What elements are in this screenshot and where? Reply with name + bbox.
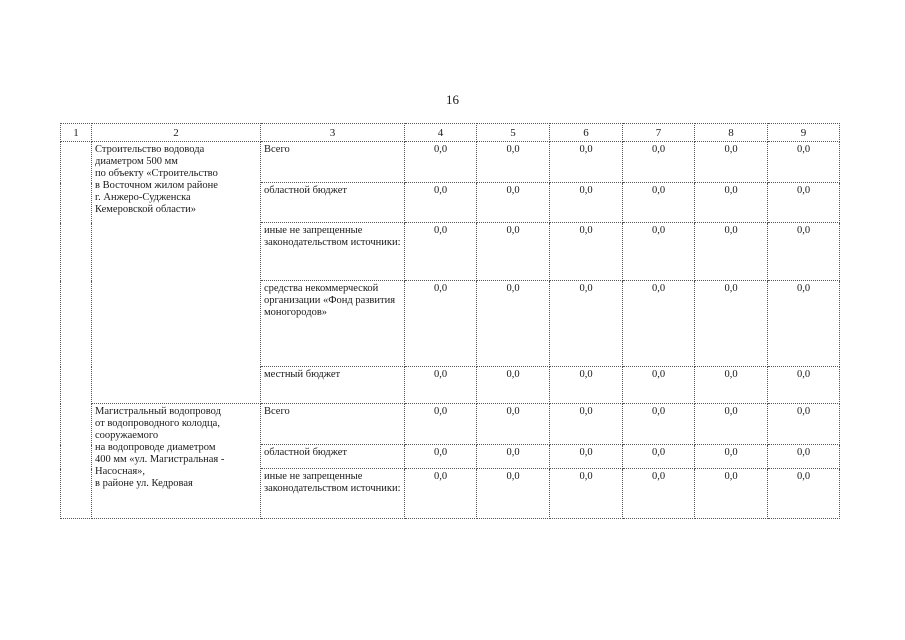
project-name-line: по объекту «Строительство xyxy=(95,168,218,179)
value-cell: 0,0 xyxy=(405,281,477,367)
value-cell: 0,0 xyxy=(477,183,550,223)
value-cell: 0,0 xyxy=(405,404,477,445)
value-cell: 0,0 xyxy=(550,281,623,367)
header-cell: 4 xyxy=(405,124,477,142)
value-cell: 0,0 xyxy=(623,469,695,519)
value-cell: 0,0 xyxy=(623,445,695,469)
value-cell: 0,0 xyxy=(695,469,768,519)
project-name-line: в Восточном жилом районе xyxy=(95,180,218,191)
value-cell: 0,0 xyxy=(405,469,477,519)
value-cell: 0,0 xyxy=(477,404,550,445)
value-cell: 0,0 xyxy=(695,223,768,281)
funding-source-cell: местный бюджет xyxy=(261,367,405,404)
header-cell: 3 xyxy=(261,124,405,142)
value-cell: 0,0 xyxy=(695,183,768,223)
value-cell: 0,0 xyxy=(695,445,768,469)
value-cell: 0,0 xyxy=(477,469,550,519)
header-cell: 7 xyxy=(623,124,695,142)
value-cell: 0,0 xyxy=(405,367,477,404)
value-cell: 0,0 xyxy=(550,445,623,469)
value-cell: 0,0 xyxy=(405,183,477,223)
value-cell: 0,0 xyxy=(623,142,695,183)
project-name-cell xyxy=(92,404,261,519)
header-cell: 6 xyxy=(550,124,623,142)
table-row xyxy=(61,404,840,445)
value-cell: 0,0 xyxy=(550,469,623,519)
value-cell: 0,0 xyxy=(623,404,695,445)
value-cell: 0,0 xyxy=(477,142,550,183)
value-cell: 0,0 xyxy=(477,281,550,367)
funding-source-cell: иные не запрещенные законодательством источники: xyxy=(261,223,405,281)
funding-source-cell: Всего xyxy=(261,142,405,183)
funding-source-cell: иные не запрещенные законодательством источники: xyxy=(261,469,405,519)
value-cell: 0,0 xyxy=(405,142,477,183)
value-cell: 0,0 xyxy=(768,183,840,223)
value-cell: 0,0 xyxy=(550,223,623,281)
value-cell: 0,0 xyxy=(550,183,623,223)
value-cell: 0,0 xyxy=(695,404,768,445)
value-cell: 0,0 xyxy=(768,445,840,469)
project-name-line: 400 мм «ул. Магистральная - xyxy=(95,454,225,465)
project-name-line: на водопроводе диаметром xyxy=(95,442,216,453)
project-name-line: Магистральный водопровод xyxy=(95,406,221,417)
header-cell: 1 xyxy=(61,124,92,142)
value-cell: 0,0 xyxy=(695,281,768,367)
value-cell: 0,0 xyxy=(623,367,695,404)
project-name-line: сооружаемого xyxy=(95,430,159,441)
value-cell: 0,0 xyxy=(477,367,550,404)
project-name-cell xyxy=(92,142,261,404)
value-cell: 0,0 xyxy=(695,367,768,404)
index-cell xyxy=(61,142,92,519)
value-cell: 0,0 xyxy=(623,281,695,367)
value-cell: 0,0 xyxy=(550,404,623,445)
value-cell: 0,0 xyxy=(768,367,840,404)
funding-source-cell: средства некоммерческой организации «Фонд развития моногородов» xyxy=(261,281,405,367)
value-cell: 0,0 xyxy=(550,142,623,183)
header-row xyxy=(61,124,840,142)
funding-source-cell: Всего xyxy=(261,404,405,445)
table-row xyxy=(61,142,840,183)
project-name-line: от водопроводного колодца, xyxy=(95,418,220,429)
value-cell: 0,0 xyxy=(623,183,695,223)
value-cell: 0,0 xyxy=(768,223,840,281)
page-number: 16 xyxy=(446,92,459,107)
project-name-line: диаметром 500 мм xyxy=(95,156,178,167)
value-cell: 0,0 xyxy=(768,142,840,183)
value-cell: 0,0 xyxy=(768,404,840,445)
funding-source-cell: областной бюджет xyxy=(261,445,405,469)
project-name-line: Насосная», xyxy=(95,466,146,477)
project-name-line: г. Анжеро-Судженска xyxy=(95,192,191,203)
header-cell: 9 xyxy=(768,124,840,142)
project-name-line: Кемеровской области» xyxy=(95,204,197,215)
value-cell: 0,0 xyxy=(477,223,550,281)
header-cell: 5 xyxy=(477,124,550,142)
value-cell: 0,0 xyxy=(405,445,477,469)
project-name-line: Строительство водовода xyxy=(95,144,205,155)
header-cell: 2 xyxy=(92,124,261,142)
value-cell: 0,0 xyxy=(768,281,840,367)
funding-source-cell: областной бюджет xyxy=(261,183,405,223)
value-cell: 0,0 xyxy=(405,223,477,281)
project-name-line: в районе ул. Кедровая xyxy=(95,478,193,489)
value-cell: 0,0 xyxy=(695,142,768,183)
value-cell: 0,0 xyxy=(550,367,623,404)
value-cell: 0,0 xyxy=(477,445,550,469)
value-cell: 0,0 xyxy=(768,469,840,519)
value-cell: 0,0 xyxy=(623,223,695,281)
budget-table xyxy=(60,123,840,519)
header-cell: 8 xyxy=(695,124,768,142)
